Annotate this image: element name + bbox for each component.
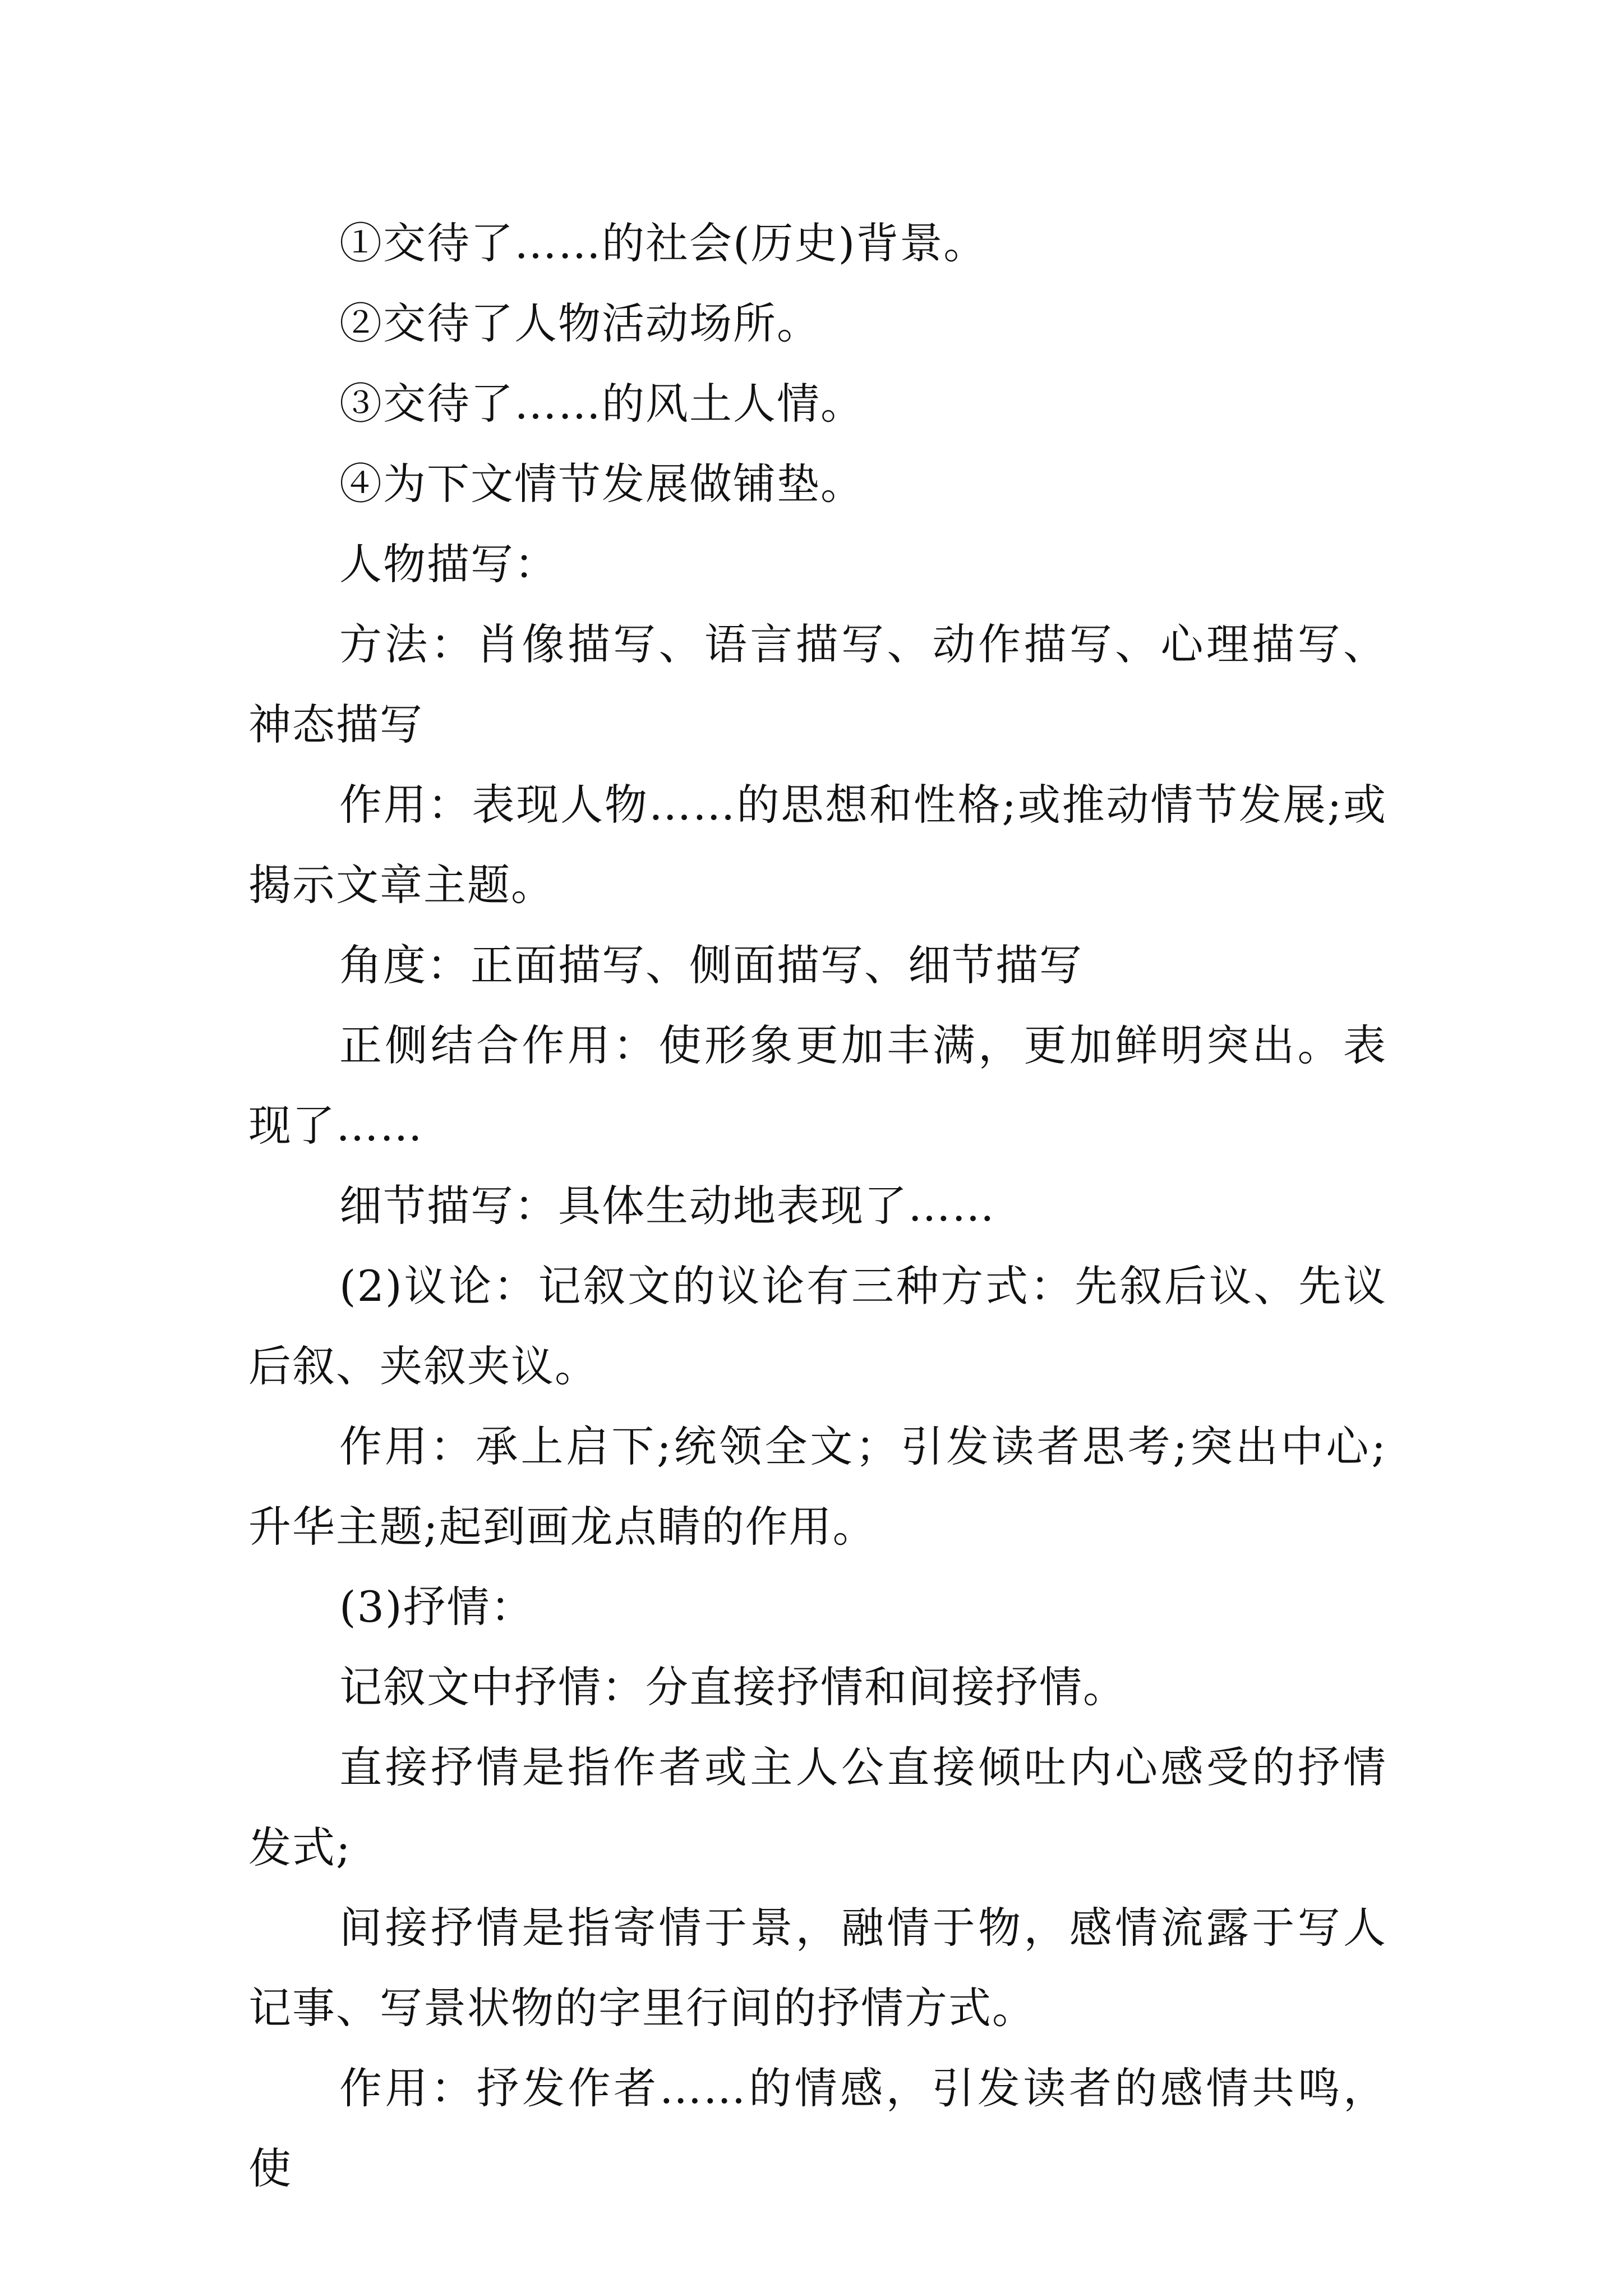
heading-character-description: 人物描写：	[339, 539, 558, 589]
paragraph-lyricism-types: 记叙文中抒情：分直接抒情和间接抒情。	[339, 1662, 1127, 1712]
paragraph-argumentation-effect: 作用：承上启下;统领全文；引发读者思考;突出中心;升华主题;起到画龙点睛的作用。	[248, 1421, 1387, 1552]
paragraph-argumentation: (2)议论：记叙文的议论有三种方式：先叙后议、先议后叙、夹叙夹议。	[248, 1261, 1387, 1391]
paragraph-foreshadow: ④为下文情节发展做铺垫。	[339, 459, 864, 509]
paragraph-background: ①交待了……的社会(历史)背景。	[339, 218, 988, 268]
paragraph-indirect-lyricism: 间接抒情是指寄情于景，融情于物，感情流露于写人记事、写景状物的字里行间的抒情方式。	[248, 1903, 1387, 2033]
paragraph-combined-effect: 正侧结合作用：使形象更加丰满，更加鲜明突出。表现了……	[248, 1020, 1387, 1151]
paragraph-lyricism-effect: 作用：抒发作者……的情感，引发读者的感情共鸣，使	[248, 2063, 1387, 2193]
paragraph-venue: ②交待了人物活动场所。	[339, 298, 820, 348]
paragraph-methods: 方法：肖像描写、语言描写、动作描写、心理描写、神态描写	[248, 619, 1387, 749]
paragraph-customs: ③交待了……的风土人情。	[339, 379, 864, 429]
paragraph-detail-description: 细节描写：具体生动地表现了……	[339, 1181, 995, 1231]
paragraph-direct-lyricism: 直接抒情是指作者或主人公直接倾吐内心感受的抒情发式;	[248, 1742, 1387, 1872]
paragraph-effect: 作用：表现人物……的思想和性格;或推动情节发展;或揭示文章主题。	[248, 780, 1387, 910]
paragraph-angle: 角度：正面描写、侧面描写、细节描写	[339, 940, 1083, 990]
document-body	[248, 203, 1387, 2208]
heading-lyricism: (3)抒情：	[339, 1582, 534, 1632]
